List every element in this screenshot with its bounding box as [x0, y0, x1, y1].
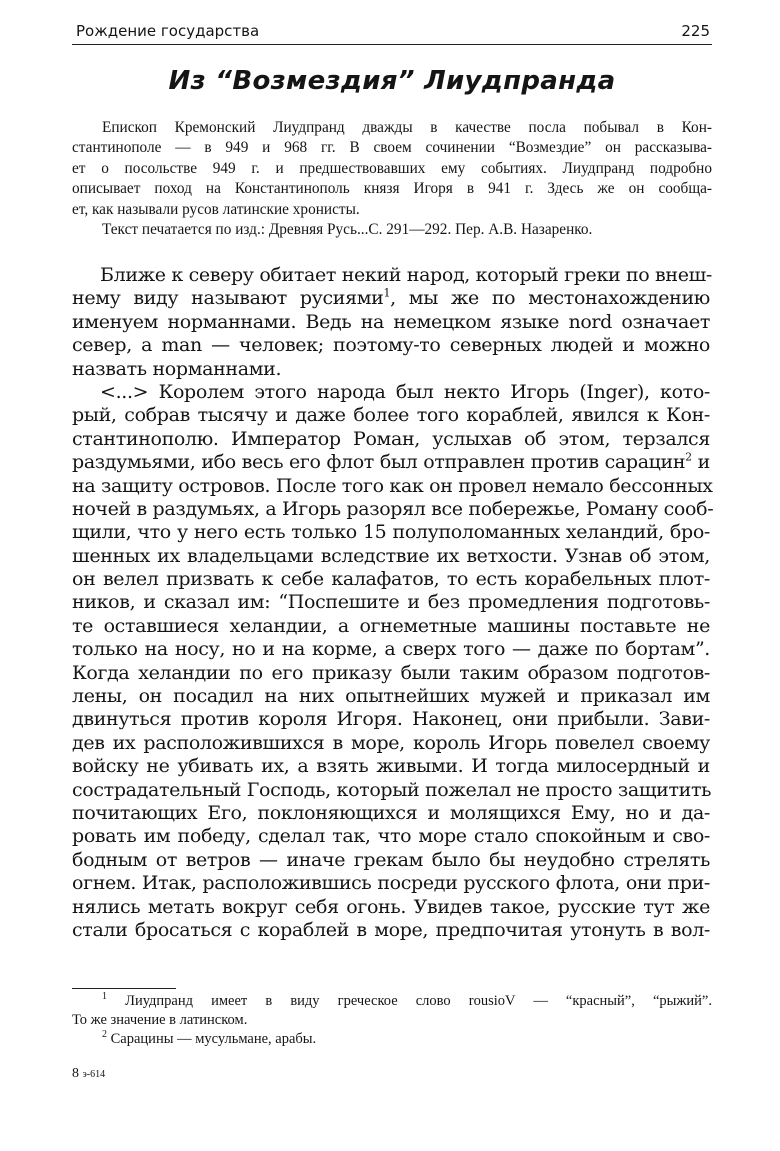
signature-code: э-614 — [82, 1069, 106, 1080]
text-line: назвать норманнами. — [72, 357, 282, 380]
text-line: ночей в раздумьях, а Игорь разорял все побережье, Роману сооб- — [72, 497, 714, 520]
footnote-mark-1: 1 — [102, 991, 107, 1003]
text-line: двинуться против короля Игоря. Наконец, они прибыли. Зави- — [72, 708, 710, 731]
text-line: ников, и сказал им: “Поспешите и без промедления подготовь- — [72, 591, 710, 614]
footnote-ref-2: 2 — [685, 450, 692, 464]
header-rule — [72, 44, 712, 45]
text-line: стали бросаться с кораблей в море, предпочитая утонуть в вол- — [72, 918, 710, 941]
footnote-2-text: Сарацины — мусульмане, арабы. — [110, 1031, 317, 1047]
text-fragment: нему виду называют русиями — [72, 287, 384, 310]
footnote-1-continuation: То же значение в латинском. — [72, 1012, 248, 1028]
text-line: только на носу, но и на корме, а сверх того — даже по бортам”. — [72, 638, 710, 661]
footnotes — [72, 992, 712, 1049]
text-line: щили, что у него есть только 15 полуполоманных хеландий, бро- — [72, 521, 710, 544]
text-line — [72, 451, 710, 474]
text-fragment: , мы же по местонахождению — [390, 287, 710, 310]
chapter-title: Из “Возмездия” Лиудпранда — [168, 66, 616, 96]
source-note: Текст печатается по изд.: Древняя Русь...С. 291—292. Пер. А.В. Назаренко. — [102, 221, 593, 239]
text-line: он велел призвать к себе калафатов, то есть корабельных плот- — [72, 568, 710, 591]
text-line: ровать им победу, сделал так, что море стало спокойным и сво- — [72, 825, 710, 848]
main-text — [72, 264, 714, 942]
text-line: нялись метать вокруг себя огонь. Увидев такое, русские тут же — [72, 895, 710, 918]
footnote-1 — [72, 992, 712, 1011]
text-line: шенных их владельцами вследствие их ветхости. Узнав об этом, — [72, 544, 710, 567]
text-line: войску не убивать их, а взять живыми. И тогда милосердный и — [72, 755, 710, 778]
running-head — [72, 20, 712, 46]
signature-number: 8 — [72, 1066, 79, 1081]
text-line: сострадательный Господь, который пожелал не просто защитить — [72, 778, 712, 801]
text-line: лены, он посадил на них опытнейших мужей и приказал им — [72, 685, 710, 708]
footnote-ref-1: 1 — [383, 287, 391, 301]
text-line: рый, собрав тысячу и даже более того кораблей, явился к Кон- — [72, 404, 710, 427]
intro-line: Епископ Кремонский Лиудпранд дважды в качестве посла побывал в Кон- — [102, 119, 712, 136]
intro-paragraph — [72, 118, 712, 240]
text-line: огнем. Итак, расположившись посреди русского флота, они при- — [72, 872, 710, 895]
text-line: именуем норманнами. Ведь на немецком языке nord означает — [72, 310, 710, 333]
text-fragment: и — [691, 451, 710, 474]
text-line: <...> Королем этого народа был некто Игорь (Inger), кото- — [100, 380, 710, 403]
text-line: Ближе к северу обитает некий народ, который греки по внеш- — [100, 264, 712, 286]
intro-line: ет, как называли русов латинские хронисты. — [72, 200, 360, 218]
text-line: Когда хеландии по его приказу были таким образом подготов- — [72, 661, 710, 684]
footnote-1-text: Лиудпранд имеет в виду греческое слово rousioV — “красный”, “рыжий”. — [125, 993, 712, 1009]
text-line: почитающих Его, поклоняющихся и молящихся Ему, но и да- — [72, 801, 710, 824]
text-line: на защиту островов. После того как он провел немало бессонных — [72, 474, 713, 497]
text-line: дев их расположившихся в море, король Игорь повелел своему — [72, 731, 710, 754]
footnote-mark-2: 2 — [102, 1029, 107, 1041]
footnote-rule — [72, 988, 176, 989]
printer-signature — [72, 1066, 105, 1082]
text-line: север, а man — человек; поэтому-то северных людей и можно — [72, 334, 710, 357]
intro-line: стантинополе — в 949 и 968 гг. В своем сочинении “Возмездие” он рассказыва- — [72, 139, 712, 157]
running-head-title: Рождение государства — [76, 22, 260, 40]
page-number: 225 — [681, 22, 710, 40]
intro-line: описывает поход на Константинополь князя Игоря в 941 г. Здесь же он сообща- — [72, 180, 712, 198]
text-line: стантинополю. Император Роман, услыхав об этом, терзался — [72, 427, 710, 450]
text-line: бодным от ветров — иначе грекам было бы неудобно стрелять — [72, 848, 710, 871]
text-line — [72, 287, 710, 310]
intro-line: ет о посольстве 949 г. и предшествовавших ему событиях. Лиудпранд подробно — [72, 159, 712, 177]
footnote-2 — [72, 1030, 712, 1049]
text-line: те оставшиеся хеландии, а огнеметные машины поставьте не — [72, 614, 710, 637]
text-fragment: раздумьями, ибо весь его флот был отправлен против сарацин — [72, 451, 686, 474]
